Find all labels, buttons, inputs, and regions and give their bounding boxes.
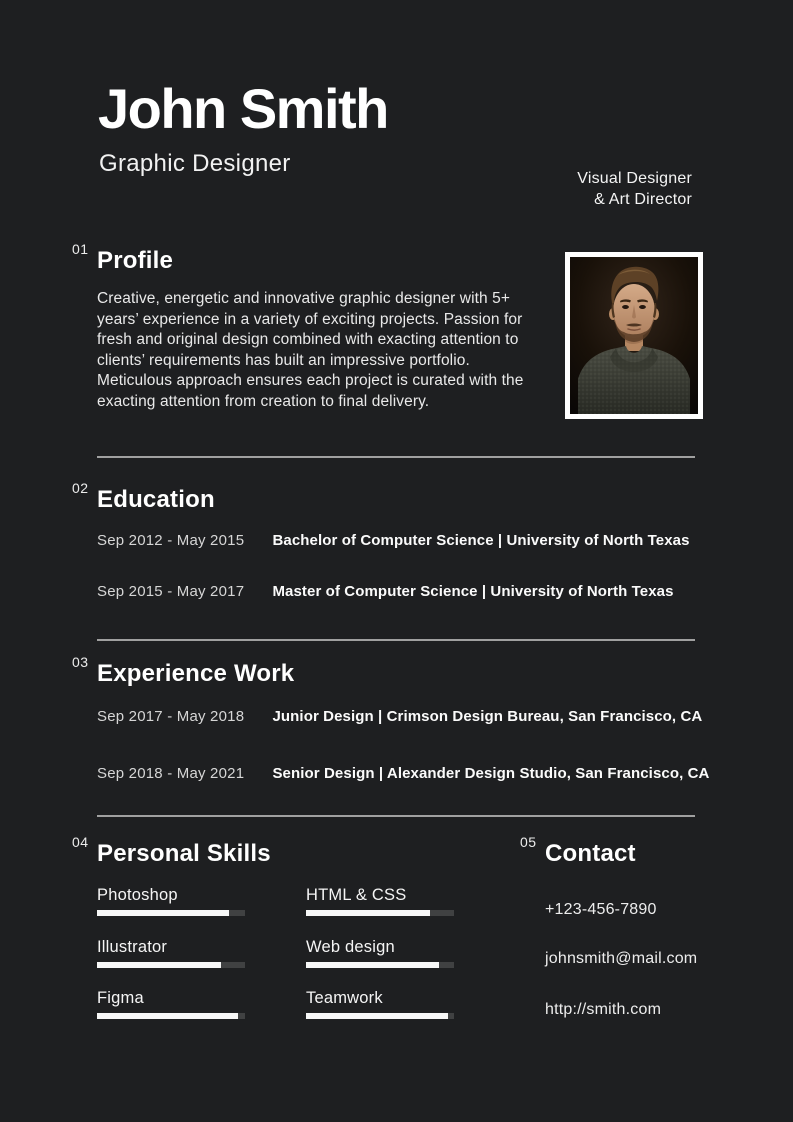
section-title-experience: Experience Work — [97, 660, 295, 687]
contact-website[interactable]: http://smith.com — [545, 1001, 662, 1018]
person-name: John Smith — [98, 77, 388, 140]
experience-row — [97, 765, 710, 783]
section-header-skills — [72, 834, 271, 868]
section-header-contact — [520, 834, 636, 868]
profile-summary: Creative, energetic and innovative graphic designer with 5+ years’ experience in a variety of exciting projects. Passion for fresh and original design combined with exacting attention to clients’ requirements has built an impressive portfolio. Meticulous approach ensures each project is curated with the exacting attention from creation to final delivery. — [97, 290, 524, 410]
education-description: Master of Computer Science | University of North Texas — [272, 583, 674, 600]
section-header-experience — [72, 654, 295, 688]
experience-description: Senior Design | Alexander Design Studio, San Francisco, CA — [272, 765, 710, 782]
skill-bar-fill — [306, 1013, 448, 1019]
skill-item-html-css — [306, 886, 458, 916]
skill-bar-track — [306, 1013, 454, 1019]
education-period: Sep 2015 - May 2017 — [97, 583, 245, 600]
education-description: Bachelor of Computer Science | University of North Texas — [272, 532, 690, 549]
contact-email[interactable]: johnsmith@mail.com — [545, 950, 698, 967]
experience-period: Sep 2018 - May 2021 — [97, 765, 245, 782]
experience-description: Junior Design | Crimson Design Bureau, San Francisco, CA — [272, 708, 703, 725]
section-title-profile: Profile — [97, 247, 174, 274]
section-title-contact: Contact — [545, 840, 636, 867]
skill-label: Photoshop — [97, 886, 178, 904]
divider — [97, 815, 695, 817]
skill-item-illustrator — [97, 938, 249, 968]
section-number-skills: 04 — [72, 834, 89, 850]
section-number-experience: 03 — [72, 654, 89, 670]
skill-label: Illustrator — [97, 938, 168, 956]
skill-item-figma — [97, 989, 249, 1019]
section-title-education: Education — [97, 486, 215, 513]
side-title — [577, 168, 692, 210]
education-period: Sep 2012 - May 2015 — [97, 532, 245, 549]
section-number-contact: 05 — [520, 834, 537, 850]
skill-bar-track — [97, 910, 245, 916]
profile-photo — [565, 252, 703, 419]
divider — [97, 639, 695, 641]
skill-label: HTML & CSS — [306, 886, 407, 904]
education-row — [97, 532, 690, 550]
skill-bar-fill — [306, 962, 439, 968]
skill-bar-fill — [306, 910, 430, 916]
contact-phone[interactable]: +123-456-7890 — [545, 901, 657, 918]
section-header-education — [72, 480, 215, 514]
skill-bar-track — [97, 962, 245, 968]
skill-item-photoshop — [97, 886, 249, 916]
skill-bar-track — [306, 910, 454, 916]
section-number-education: 02 — [72, 480, 89, 496]
skill-bar-fill — [97, 1013, 238, 1019]
experience-period: Sep 2017 - May 2018 — [97, 708, 245, 725]
skill-label: Figma — [97, 989, 144, 1007]
skill-label: Web design — [306, 938, 395, 956]
divider — [97, 456, 695, 458]
education-row — [97, 583, 674, 601]
section-header-profile — [72, 241, 174, 275]
side-title-line2: & Art Director — [594, 191, 692, 208]
skill-bar-track — [97, 1013, 245, 1019]
side-title-line1: Visual Designer — [577, 170, 692, 187]
skill-bar-track — [306, 962, 454, 968]
skill-bar-fill — [97, 962, 221, 968]
portrait-illustration — [570, 257, 698, 414]
section-number-profile: 01 — [72, 241, 89, 257]
skill-item-teamwork — [306, 989, 458, 1019]
skill-bar-fill — [97, 910, 229, 916]
experience-row — [97, 708, 702, 726]
skill-item-web-design — [306, 938, 458, 968]
skill-label: Teamwork — [306, 989, 383, 1007]
section-title-skills: Personal Skills — [97, 840, 271, 867]
person-role: Graphic Designer — [99, 150, 291, 177]
